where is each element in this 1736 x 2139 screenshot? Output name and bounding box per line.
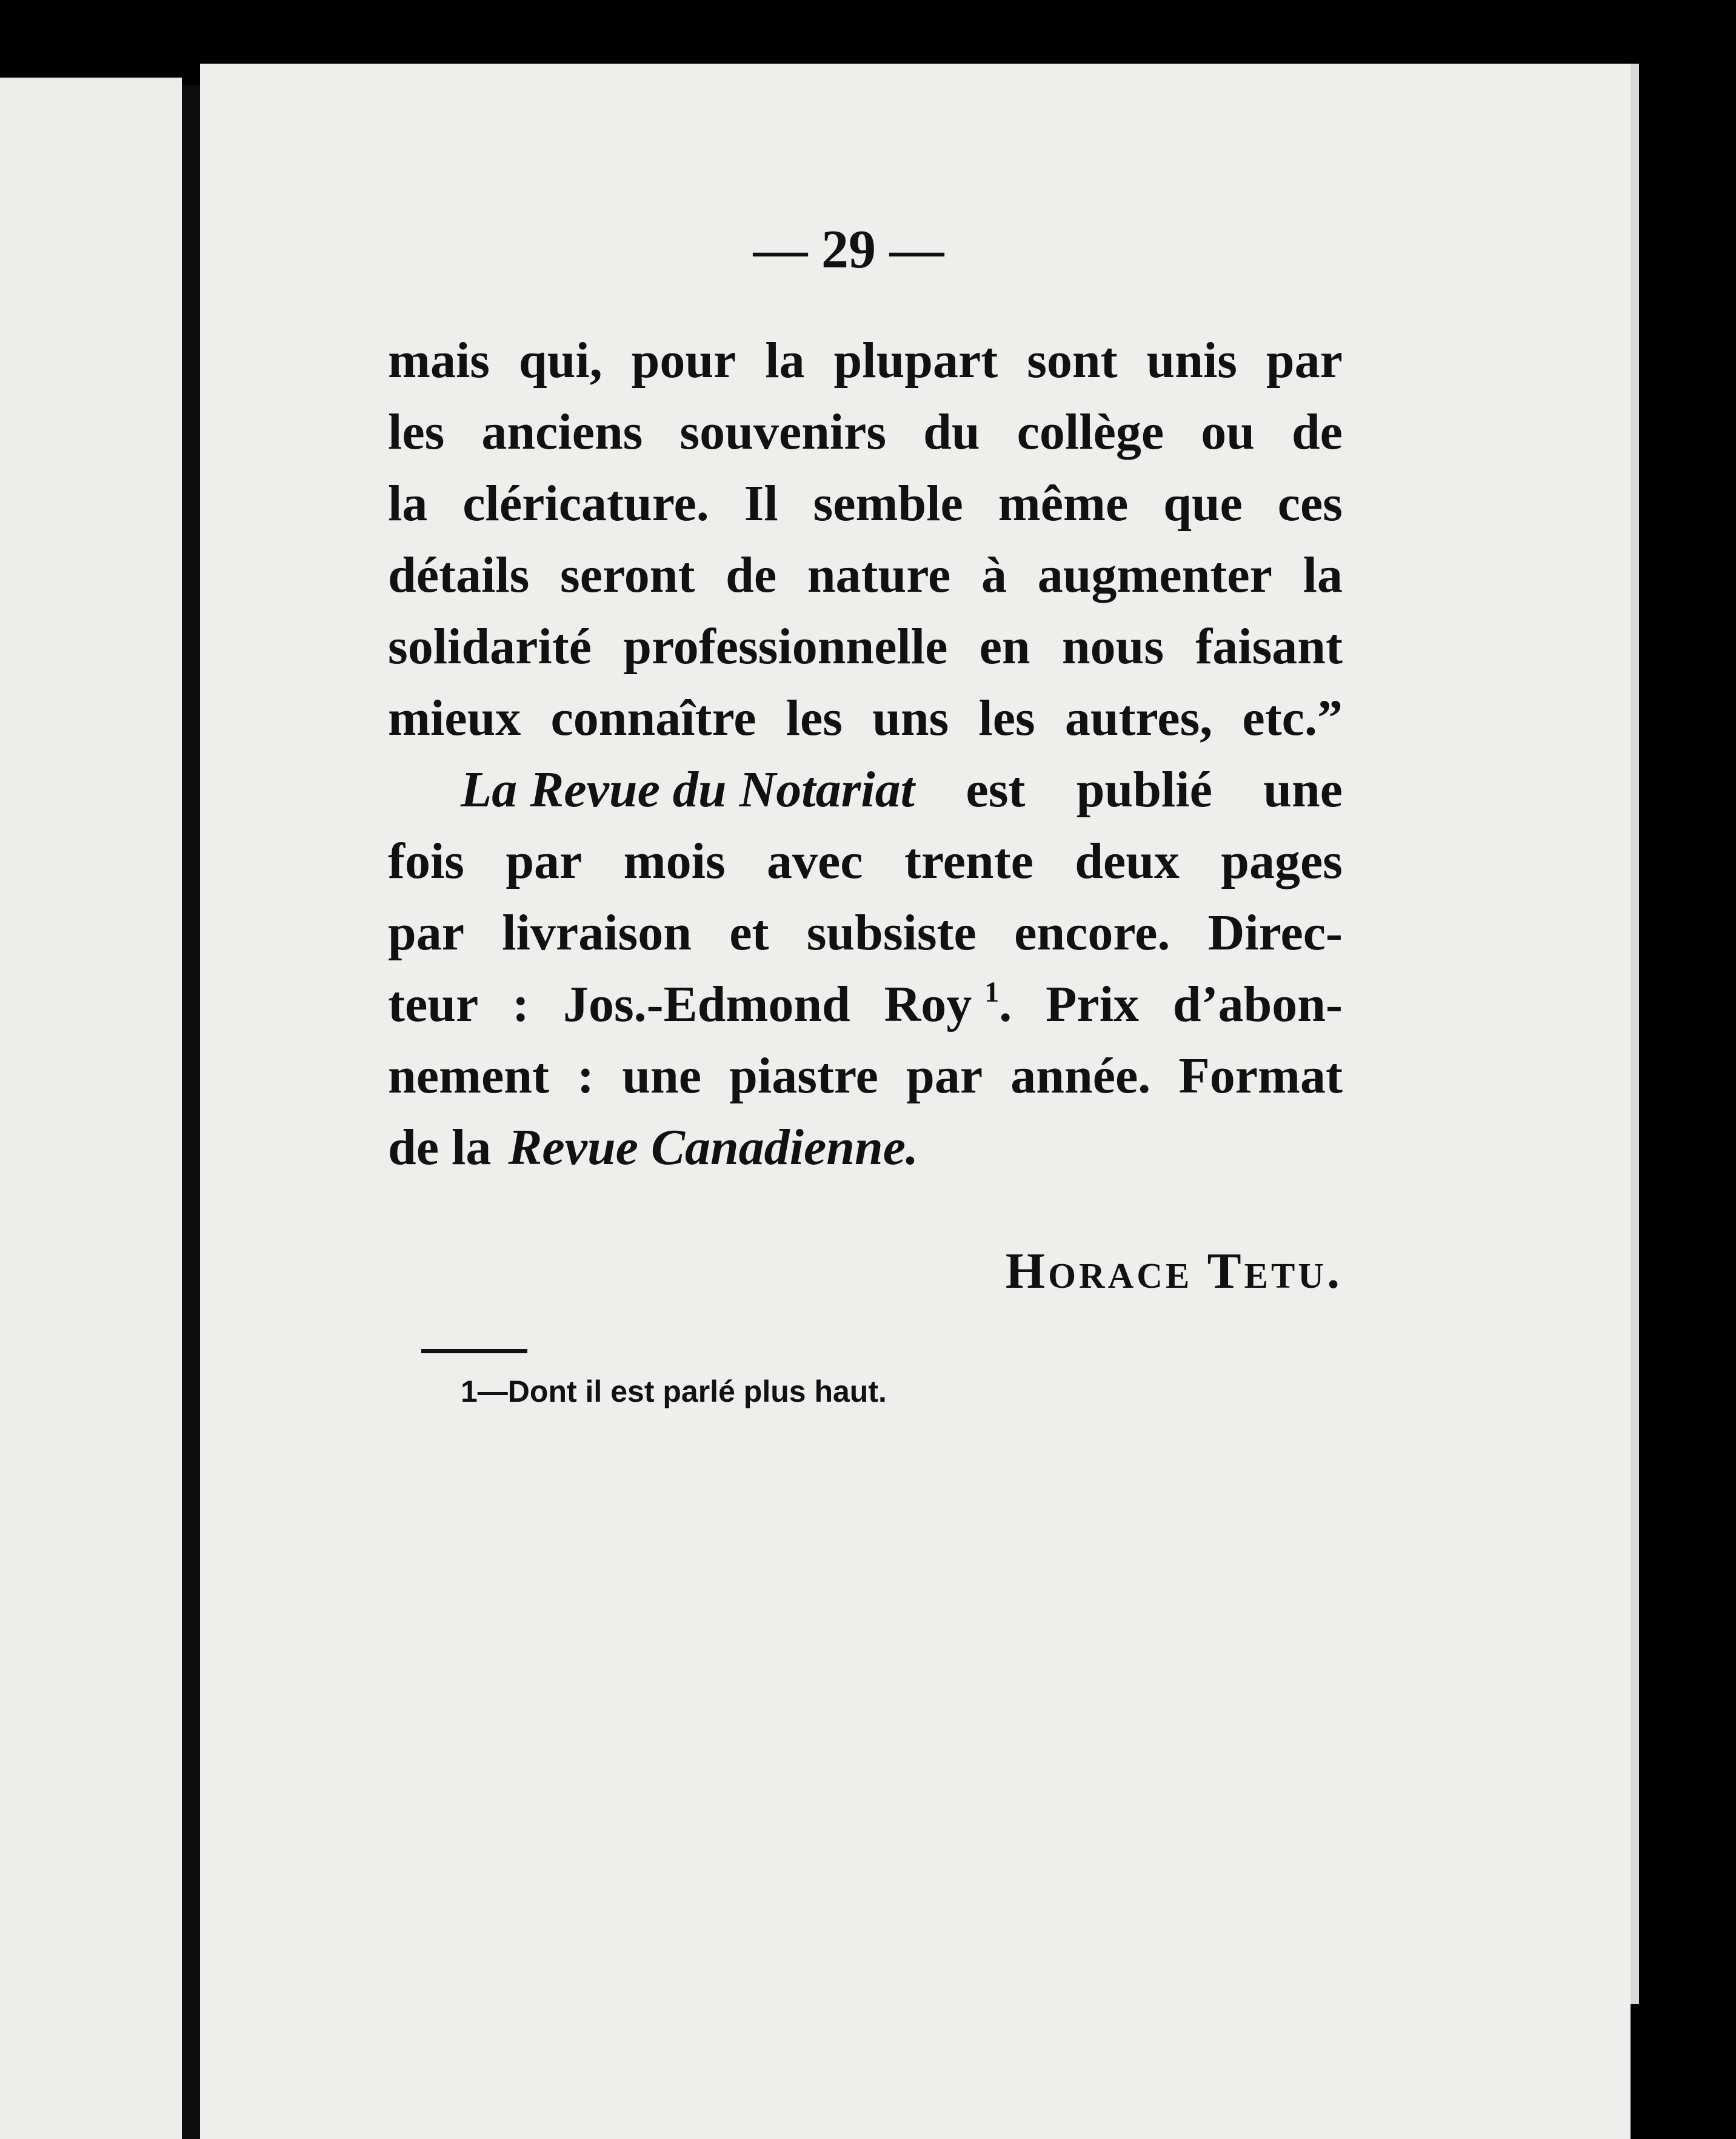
word: autres, xyxy=(1064,690,1213,746)
word: par xyxy=(388,905,464,961)
word: la xyxy=(1303,547,1343,603)
word: seront xyxy=(560,547,695,603)
word: unis xyxy=(1146,332,1237,389)
word: est xyxy=(966,762,1026,818)
word: et xyxy=(729,905,769,961)
word: pages xyxy=(1221,833,1343,889)
word: : xyxy=(512,976,530,1033)
word: la xyxy=(765,332,805,389)
book-gutter xyxy=(182,85,200,2139)
word: sont xyxy=(1027,332,1118,389)
word: Format xyxy=(1178,1048,1343,1104)
text-line xyxy=(388,683,1343,754)
text-line xyxy=(388,540,1343,611)
word: en xyxy=(979,618,1030,675)
word: Il xyxy=(744,475,778,532)
text-line xyxy=(388,897,1343,969)
word: augmenter xyxy=(1037,547,1272,603)
word: par xyxy=(906,1048,983,1104)
signature: Horace Tetu. xyxy=(1005,1243,1343,1299)
word: de la xyxy=(388,1119,492,1176)
word: d’abon- xyxy=(1172,976,1343,1033)
word: pour xyxy=(631,332,736,389)
word: Jos.-Edmond xyxy=(563,976,850,1033)
word: solidarité xyxy=(388,618,592,675)
word: encore. xyxy=(1014,905,1170,961)
word: ces xyxy=(1277,475,1343,532)
word: plupart xyxy=(833,332,998,389)
word: de xyxy=(1291,404,1343,460)
text-line xyxy=(388,754,1343,826)
text-line xyxy=(388,969,1343,1040)
word: nement xyxy=(388,1048,549,1104)
word: . xyxy=(999,976,1012,1033)
word: faisant xyxy=(1195,618,1343,675)
word: professionnelle xyxy=(623,618,948,675)
word: deux xyxy=(1075,833,1180,889)
word: semble xyxy=(813,475,963,532)
word: : xyxy=(577,1048,595,1104)
word: connaître xyxy=(550,690,756,746)
word: fois xyxy=(388,833,464,889)
text-line xyxy=(388,397,1343,468)
word: les xyxy=(786,690,843,746)
journal-title: Revue Canadienne. xyxy=(508,1119,919,1176)
word: ou xyxy=(1201,404,1255,460)
word: cléricature. xyxy=(462,475,709,532)
word: mieux xyxy=(388,690,521,746)
word: même xyxy=(998,475,1129,532)
word: de xyxy=(726,547,777,603)
word: piastre xyxy=(729,1048,878,1104)
word: une xyxy=(1263,762,1343,818)
word: les xyxy=(978,690,1035,746)
journal-title: La Revue du Notariat xyxy=(461,762,915,818)
word: par xyxy=(1266,332,1343,389)
word: par xyxy=(506,833,583,889)
word: détails xyxy=(388,547,530,603)
body-text xyxy=(388,325,1343,1307)
page-number: — 29 — xyxy=(753,219,944,280)
footnote-marker: 1 xyxy=(984,976,1000,1008)
word: publié xyxy=(1076,762,1212,818)
word: une xyxy=(622,1048,701,1104)
word: qui, xyxy=(518,332,603,389)
word: du xyxy=(923,404,980,460)
text-line xyxy=(388,468,1343,540)
word: Direc- xyxy=(1207,905,1343,961)
text-line xyxy=(388,1040,1343,1112)
word: subsiste xyxy=(806,905,977,961)
footnote-rule xyxy=(421,1349,527,1353)
word: avec xyxy=(766,833,863,889)
word: teur xyxy=(388,976,479,1033)
word: anciens xyxy=(481,404,643,460)
footnote: 1—Dont il est parlé plus haut. xyxy=(461,1374,887,1408)
facing-page-edge xyxy=(0,78,182,2139)
word: mais xyxy=(388,332,490,389)
word: que xyxy=(1163,475,1243,532)
signature-line xyxy=(388,1236,1343,1307)
page-edge xyxy=(1631,64,1639,2004)
word: etc.” xyxy=(1242,690,1343,746)
word: collège xyxy=(1017,404,1164,460)
word: nous xyxy=(1061,618,1164,675)
text-line xyxy=(388,611,1343,683)
word: livraison xyxy=(502,905,692,961)
text-line xyxy=(388,826,1343,897)
word: année. xyxy=(1010,1048,1151,1104)
word: la xyxy=(388,475,428,532)
word: Roy xyxy=(884,976,972,1033)
word: les xyxy=(388,404,445,460)
word: à xyxy=(981,547,1007,603)
text-line xyxy=(388,325,1343,397)
word: souvenirs xyxy=(679,404,887,460)
word: trente xyxy=(904,833,1033,889)
word: Prix xyxy=(1046,976,1140,1033)
text-line xyxy=(388,1112,1343,1183)
word: uns xyxy=(872,690,949,746)
word: nature xyxy=(807,547,951,603)
word: mois xyxy=(623,833,726,889)
